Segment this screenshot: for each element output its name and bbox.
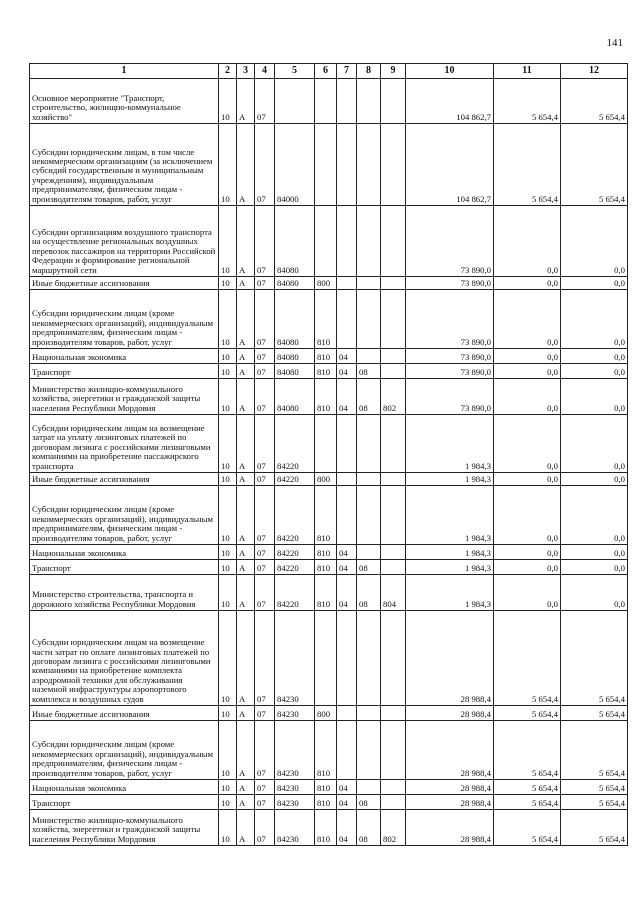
code-cell: 08: [357, 560, 381, 575]
row-name-cell: Субсидии юридическим лицам на возмещение части затрат по оплате лизинговых платежей по договорам лизинга с российскими лизинговыми компаниями на приобретение комплекта аэродромной техники для обслуживания наземной инфраструктуры аэропортового комплекса и воздушных судов: [30, 611, 219, 706]
code-cell: [357, 545, 381, 560]
code-cell: [337, 473, 357, 486]
code-cell: 810: [315, 575, 337, 611]
code-cell: [357, 706, 381, 721]
table-row: [30, 473, 628, 486]
table-row: [30, 795, 628, 810]
code-cell: 810: [315, 379, 337, 415]
code-cell: [381, 611, 406, 706]
code-cell: 07: [255, 124, 275, 206]
amount-cell: 5 654,4: [561, 780, 628, 795]
table-row: [30, 560, 628, 575]
table-row: [30, 277, 628, 290]
code-cell: 07: [255, 611, 275, 706]
code-cell: 10: [219, 780, 237, 795]
code-cell: 07: [255, 79, 275, 124]
code-cell: 07: [255, 206, 275, 277]
code-cell: 04: [337, 379, 357, 415]
code-cell: 804: [381, 575, 406, 611]
code-cell: [381, 795, 406, 810]
code-cell: 84220: [275, 545, 315, 560]
header-cell: 1: [30, 64, 219, 79]
code-cell: 04: [337, 545, 357, 560]
code-cell: 84080: [275, 379, 315, 415]
code-cell: 84220: [275, 575, 315, 611]
code-cell: [357, 277, 381, 290]
code-cell: 10: [219, 290, 237, 349]
table-row: [30, 364, 628, 379]
code-cell: 810: [315, 290, 337, 349]
amount-cell: 1 984,3: [406, 415, 494, 473]
code-cell: А: [237, 810, 255, 846]
row-name-cell: Транспорт: [30, 560, 219, 575]
code-cell: А: [237, 780, 255, 795]
row-name-cell: Субсидии организациям воздушного транспорта на осуществление региональных воздушных перевозок пассажиров на территории Российской Федерации и формирование региональной маршрутной сети: [30, 206, 219, 277]
code-cell: 10: [219, 810, 237, 846]
code-cell: [381, 290, 406, 349]
code-cell: 810: [315, 560, 337, 575]
code-cell: 10: [219, 415, 237, 473]
code-cell: 04: [337, 795, 357, 810]
code-cell: 07: [255, 575, 275, 611]
code-cell: 07: [255, 277, 275, 290]
code-cell: А: [237, 795, 255, 810]
code-cell: 802: [381, 379, 406, 415]
row-name-cell: Национальная экономика: [30, 349, 219, 364]
code-cell: [381, 486, 406, 545]
row-name-cell: Субсидии юридическим лицам (кроме некоммерческих организаций), индивидуальным предпринимателям, физическим лицам - производителям товаров, работ, услуг: [30, 486, 219, 545]
code-cell: А: [237, 706, 255, 721]
code-cell: 07: [255, 795, 275, 810]
amount-cell: 1 984,3: [406, 560, 494, 575]
code-cell: [337, 290, 357, 349]
code-cell: 10: [219, 575, 237, 611]
row-name-cell: Субсидии юридическим лицам на возмещение затрат на уплату лизинговых платежей по договорам лизинга с российскими лизинговыми компаниями на приобретение пассажирского транспорта: [30, 415, 219, 473]
amount-cell: 28 988,4: [406, 780, 494, 795]
code-cell: 07: [255, 290, 275, 349]
amount-cell: 104 862,7: [406, 124, 494, 206]
amount-cell: 73 890,0: [406, 290, 494, 349]
amount-cell: 0,0: [494, 277, 561, 290]
table-row: [30, 349, 628, 364]
code-cell: [337, 611, 357, 706]
amount-cell: 28 988,4: [406, 706, 494, 721]
code-cell: [337, 486, 357, 545]
code-cell: А: [237, 560, 255, 575]
code-cell: 04: [337, 560, 357, 575]
table-row: [30, 79, 628, 124]
code-cell: 07: [255, 473, 275, 486]
row-name-cell: Министерство строительства, транспорта и дорожного хозяйства Республики Мордовия: [30, 575, 219, 611]
row-name-cell: Транспорт: [30, 795, 219, 810]
amount-cell: 1 984,3: [406, 473, 494, 486]
code-cell: 84230: [275, 611, 315, 706]
amount-cell: 1 984,3: [406, 486, 494, 545]
table-row: [30, 290, 628, 349]
code-cell: [275, 79, 315, 124]
code-cell: А: [237, 721, 255, 780]
code-cell: [337, 721, 357, 780]
header-cell: 11: [494, 64, 561, 79]
code-cell: [381, 364, 406, 379]
amount-cell: 0,0: [494, 206, 561, 277]
amount-cell: 73 890,0: [406, 364, 494, 379]
code-cell: [315, 79, 337, 124]
code-cell: А: [237, 486, 255, 545]
amount-cell: 0,0: [494, 415, 561, 473]
table-row: [30, 545, 628, 560]
code-cell: 84000: [275, 124, 315, 206]
code-cell: 07: [255, 486, 275, 545]
header-cell: 4: [255, 64, 275, 79]
code-cell: 84220: [275, 560, 315, 575]
code-cell: 08: [357, 810, 381, 846]
code-cell: [381, 124, 406, 206]
amount-cell: 0,0: [561, 575, 628, 611]
code-cell: А: [237, 290, 255, 349]
code-cell: 08: [357, 379, 381, 415]
amount-cell: 5 654,4: [561, 124, 628, 206]
code-cell: А: [237, 124, 255, 206]
amount-cell: 5 654,4: [494, 780, 561, 795]
code-cell: [381, 473, 406, 486]
amount-cell: 5 654,4: [494, 721, 561, 780]
header-cell: 12: [561, 64, 628, 79]
code-cell: [357, 206, 381, 277]
amount-cell: 5 654,4: [494, 810, 561, 846]
code-cell: 10: [219, 277, 237, 290]
code-cell: [315, 415, 337, 473]
code-cell: 10: [219, 545, 237, 560]
code-cell: [315, 611, 337, 706]
amount-cell: 28 988,4: [406, 611, 494, 706]
header-row: [30, 64, 628, 79]
amount-cell: 0,0: [494, 545, 561, 560]
code-cell: 810: [315, 780, 337, 795]
code-cell: [337, 415, 357, 473]
amount-cell: 0,0: [494, 379, 561, 415]
amount-cell: 5 654,4: [561, 706, 628, 721]
amount-cell: 0,0: [494, 560, 561, 575]
code-cell: 07: [255, 364, 275, 379]
code-cell: А: [237, 545, 255, 560]
amount-cell: 0,0: [494, 486, 561, 545]
code-cell: 10: [219, 349, 237, 364]
code-cell: 84080: [275, 277, 315, 290]
amount-cell: 0,0: [561, 290, 628, 349]
code-cell: 07: [255, 780, 275, 795]
amount-cell: 0,0: [561, 560, 628, 575]
code-cell: [357, 349, 381, 364]
code-cell: [381, 349, 406, 364]
code-cell: 04: [337, 810, 357, 846]
code-cell: А: [237, 379, 255, 415]
amount-cell: 73 890,0: [406, 379, 494, 415]
amount-cell: 0,0: [561, 486, 628, 545]
code-cell: [357, 79, 381, 124]
code-cell: 08: [357, 795, 381, 810]
table-row: [30, 575, 628, 611]
code-cell: 07: [255, 706, 275, 721]
amount-cell: 0,0: [561, 349, 628, 364]
amount-cell: 5 654,4: [561, 79, 628, 124]
code-cell: 07: [255, 545, 275, 560]
amount-cell: 0,0: [561, 415, 628, 473]
code-cell: [337, 277, 357, 290]
code-cell: [381, 560, 406, 575]
code-cell: 07: [255, 349, 275, 364]
table-row: [30, 810, 628, 846]
amount-cell: 28 988,4: [406, 795, 494, 810]
code-cell: 800: [315, 706, 337, 721]
code-cell: 84220: [275, 473, 315, 486]
amount-cell: 5 654,4: [561, 611, 628, 706]
code-cell: 84230: [275, 780, 315, 795]
code-cell: [357, 124, 381, 206]
amount-cell: 0,0: [561, 364, 628, 379]
code-cell: 802: [381, 810, 406, 846]
code-cell: [337, 706, 357, 721]
header-cell: 6: [315, 64, 337, 79]
code-cell: 84220: [275, 486, 315, 545]
row-name-cell: Субсидии юридическим лицам (кроме некоммерческих организаций), индивидуальным предпринимателям, физическим лицам - производителям товаров, работ, услуг: [30, 290, 219, 349]
code-cell: А: [237, 277, 255, 290]
code-cell: 810: [315, 545, 337, 560]
code-cell: 07: [255, 560, 275, 575]
row-name-cell: Транспорт: [30, 364, 219, 379]
code-cell: 10: [219, 206, 237, 277]
amount-cell: 73 890,0: [406, 349, 494, 364]
budget-table: [29, 63, 628, 846]
code-cell: [357, 780, 381, 795]
amount-cell: 5 654,4: [494, 795, 561, 810]
table-row: [30, 721, 628, 780]
code-cell: [381, 277, 406, 290]
code-cell: 08: [357, 364, 381, 379]
code-cell: 810: [315, 349, 337, 364]
amount-cell: 73 890,0: [406, 206, 494, 277]
table-row: [30, 486, 628, 545]
amount-cell: 28 988,4: [406, 810, 494, 846]
code-cell: 10: [219, 473, 237, 486]
header-cell: 8: [357, 64, 381, 79]
amount-cell: 0,0: [494, 473, 561, 486]
code-cell: 07: [255, 721, 275, 780]
amount-cell: 5 654,4: [561, 721, 628, 780]
code-cell: [381, 545, 406, 560]
code-cell: 10: [219, 721, 237, 780]
code-cell: 10: [219, 795, 237, 810]
row-name-cell: Национальная экономика: [30, 780, 219, 795]
code-cell: 10: [219, 379, 237, 415]
amount-cell: 0,0: [494, 290, 561, 349]
code-cell: [337, 206, 357, 277]
code-cell: 810: [315, 810, 337, 846]
code-cell: 810: [315, 364, 337, 379]
code-cell: [381, 79, 406, 124]
code-cell: [381, 415, 406, 473]
page-number: 141: [606, 37, 623, 49]
code-cell: 04: [337, 575, 357, 611]
table-row: [30, 379, 628, 415]
header-cell: 9: [381, 64, 406, 79]
code-cell: 84080: [275, 290, 315, 349]
code-cell: 10: [219, 706, 237, 721]
code-cell: А: [237, 364, 255, 379]
row-name-cell: Субсидии юридическим лицам (кроме некоммерческих организаций), индивидуальным предпринимателям, физическим лицам - производителям товаров, работ, услуг: [30, 721, 219, 780]
table-body: [30, 79, 628, 846]
amount-cell: 0,0: [494, 349, 561, 364]
header-cell: 5: [275, 64, 315, 79]
code-cell: [381, 706, 406, 721]
code-cell: 800: [315, 277, 337, 290]
table-row: [30, 611, 628, 706]
code-cell: 10: [219, 486, 237, 545]
amount-cell: 1 984,3: [406, 575, 494, 611]
code-cell: А: [237, 575, 255, 611]
code-cell: А: [237, 473, 255, 486]
code-cell: [357, 415, 381, 473]
amount-cell: 28 988,4: [406, 721, 494, 780]
code-cell: 810: [315, 721, 337, 780]
header-cell: 2: [219, 64, 237, 79]
row-name-cell: Национальная экономика: [30, 545, 219, 560]
header-cell: 7: [337, 64, 357, 79]
amount-cell: 5 654,4: [561, 810, 628, 846]
code-cell: А: [237, 415, 255, 473]
code-cell: 10: [219, 560, 237, 575]
code-cell: 08: [357, 575, 381, 611]
code-cell: 07: [255, 415, 275, 473]
amount-cell: 5 654,4: [494, 706, 561, 721]
row-name-cell: Министерство жилищно-коммунального хозяйства, энергетики и гражданской защиты населения Республики Мордовия: [30, 379, 219, 415]
amount-cell: 0,0: [561, 379, 628, 415]
row-name-cell: Иные бюджетные ассигнования: [30, 706, 219, 721]
code-cell: 07: [255, 810, 275, 846]
header-cell: 10: [406, 64, 494, 79]
code-cell: 10: [219, 124, 237, 206]
table-row: [30, 206, 628, 277]
amount-cell: 0,0: [494, 364, 561, 379]
row-name-cell: Основное мероприятие "Транспорт, строительство, жилищно-коммунальное хозяйство": [30, 79, 219, 124]
code-cell: [357, 473, 381, 486]
code-cell: 10: [219, 364, 237, 379]
code-cell: А: [237, 611, 255, 706]
code-cell: [357, 721, 381, 780]
code-cell: [337, 124, 357, 206]
code-cell: [357, 611, 381, 706]
amount-cell: 5 654,4: [494, 124, 561, 206]
amount-cell: 0,0: [561, 473, 628, 486]
code-cell: 800: [315, 473, 337, 486]
amount-cell: 73 890,0: [406, 277, 494, 290]
code-cell: 10: [219, 611, 237, 706]
amount-cell: 5 654,4: [561, 795, 628, 810]
amount-cell: 5 654,4: [494, 79, 561, 124]
amount-cell: 0,0: [561, 206, 628, 277]
code-cell: 84230: [275, 721, 315, 780]
row-name-cell: Министерство жилищно-коммунального хозяйства, энергетики и гражданской защиты населения Республики Мордовия: [30, 810, 219, 846]
code-cell: 84230: [275, 795, 315, 810]
code-cell: [381, 206, 406, 277]
code-cell: 04: [337, 364, 357, 379]
code-cell: 84220: [275, 415, 315, 473]
code-cell: 10: [219, 79, 237, 124]
code-cell: [357, 486, 381, 545]
code-cell: А: [237, 206, 255, 277]
code-cell: А: [237, 349, 255, 364]
row-name-cell: Иные бюджетные ассигнования: [30, 277, 219, 290]
header-cell: 3: [237, 64, 255, 79]
code-cell: [337, 79, 357, 124]
amount-cell: 0,0: [561, 277, 628, 290]
table-row: [30, 780, 628, 795]
row-name-cell: Субсидии юридическим лицам, в том числе некоммерческим организациям (за исключением субсидий государственным и муниципальным учреждениям), индивидуальным предпринимателям, физическим лицам - производителям товаров, работ, услуг: [30, 124, 219, 206]
amount-cell: 1 984,3: [406, 545, 494, 560]
amount-cell: 104 862,7: [406, 79, 494, 124]
amount-cell: 5 654,4: [494, 611, 561, 706]
code-cell: А: [237, 79, 255, 124]
row-name-cell: Иные бюджетные ассигнования: [30, 473, 219, 486]
amount-cell: 0,0: [561, 545, 628, 560]
code-cell: 810: [315, 795, 337, 810]
code-cell: [357, 290, 381, 349]
code-cell: [381, 780, 406, 795]
table-row: [30, 415, 628, 473]
code-cell: 07: [255, 379, 275, 415]
code-cell: 84080: [275, 349, 315, 364]
code-cell: 04: [337, 349, 357, 364]
code-cell: [381, 721, 406, 780]
code-cell: 84230: [275, 810, 315, 846]
amount-cell: 0,0: [494, 575, 561, 611]
code-cell: 84230: [275, 706, 315, 721]
code-cell: 84080: [275, 206, 315, 277]
table-row: [30, 706, 628, 721]
code-cell: 84080: [275, 364, 315, 379]
code-cell: 810: [315, 486, 337, 545]
table-row: [30, 124, 628, 206]
code-cell: [315, 206, 337, 277]
code-cell: 04: [337, 780, 357, 795]
code-cell: [315, 124, 337, 206]
